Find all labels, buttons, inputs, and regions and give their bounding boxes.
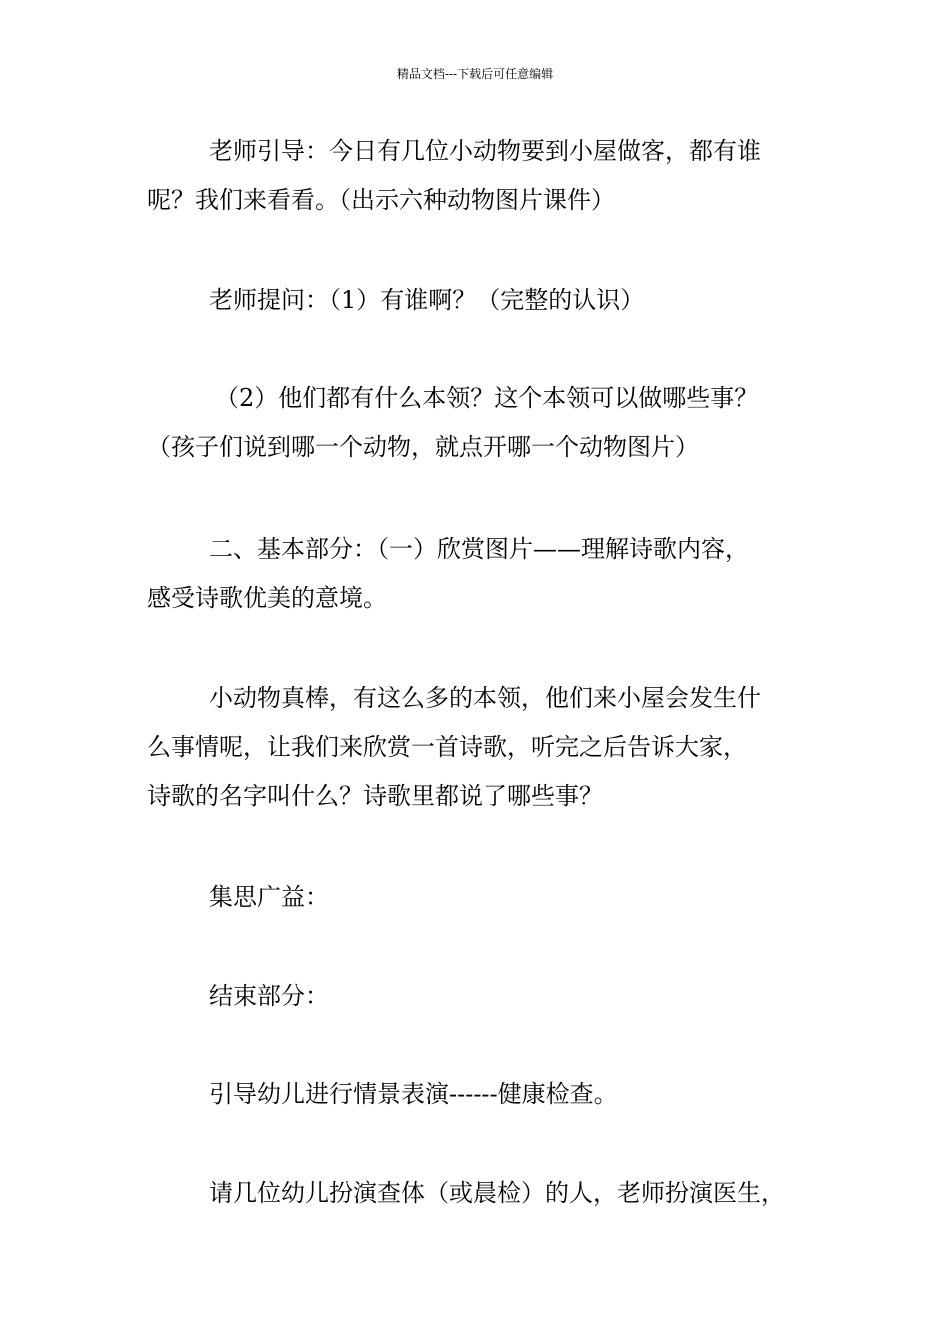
paragraph-line: 二、基本部分：（一）欣赏图片——理解诗歌内容，: [209, 535, 749, 563]
paragraph-line: 么事情呢，让我们来欣赏一首诗歌，听完之后告诉大家，: [147, 733, 747, 761]
paragraph-basic-part: [147, 525, 827, 623]
paragraph-question-two: [147, 374, 827, 472]
paragraph-line: 结束部分：: [209, 982, 329, 1010]
paragraph-role-play: [147, 1070, 827, 1119]
paragraph-line: 引导幼儿进行情景表演------健康检查。: [209, 1080, 618, 1108]
paragraph-invite-children: [147, 1169, 827, 1218]
paragraph-line: 老师引导：今日有几位小动物要到小屋做客，都有谁: [209, 137, 761, 165]
paragraph-line: （2）他们都有什么本领？这个本领可以做哪些事？: [215, 384, 759, 412]
paragraph-line: 小动物真棒，有这么多的本领，他们来小屋会发生什: [209, 684, 761, 712]
page-header: 精品文档---下载后可任意编辑: [396, 67, 554, 81]
paragraph-line: （孩子们说到哪一个动物，就点开哪一个动物图片）: [147, 433, 699, 461]
paragraph-brainstorm: [147, 873, 827, 922]
paragraph-line: 感受诗歌优美的意境。: [147, 584, 387, 612]
paragraph-line: 呢？我们来看看。（出示六种动物图片课件）: [147, 186, 615, 214]
paragraph-teacher-guide: [147, 127, 827, 225]
paragraph-animals-great: [147, 674, 827, 821]
paragraph-line: 集思广益：: [209, 883, 329, 911]
paragraph-line: 老师提问：（1）有谁啊？（完整的认识）: [209, 286, 645, 314]
paragraph-line: 请几位幼儿扮演查体（或晨检）的人，老师扮演医生，: [209, 1179, 785, 1207]
paragraph-line: 诗歌的名字叫什么？诗歌里都说了哪些事？: [147, 782, 603, 810]
paragraph-ending-part: [147, 972, 827, 1021]
paragraph-teacher-question: [147, 276, 827, 325]
